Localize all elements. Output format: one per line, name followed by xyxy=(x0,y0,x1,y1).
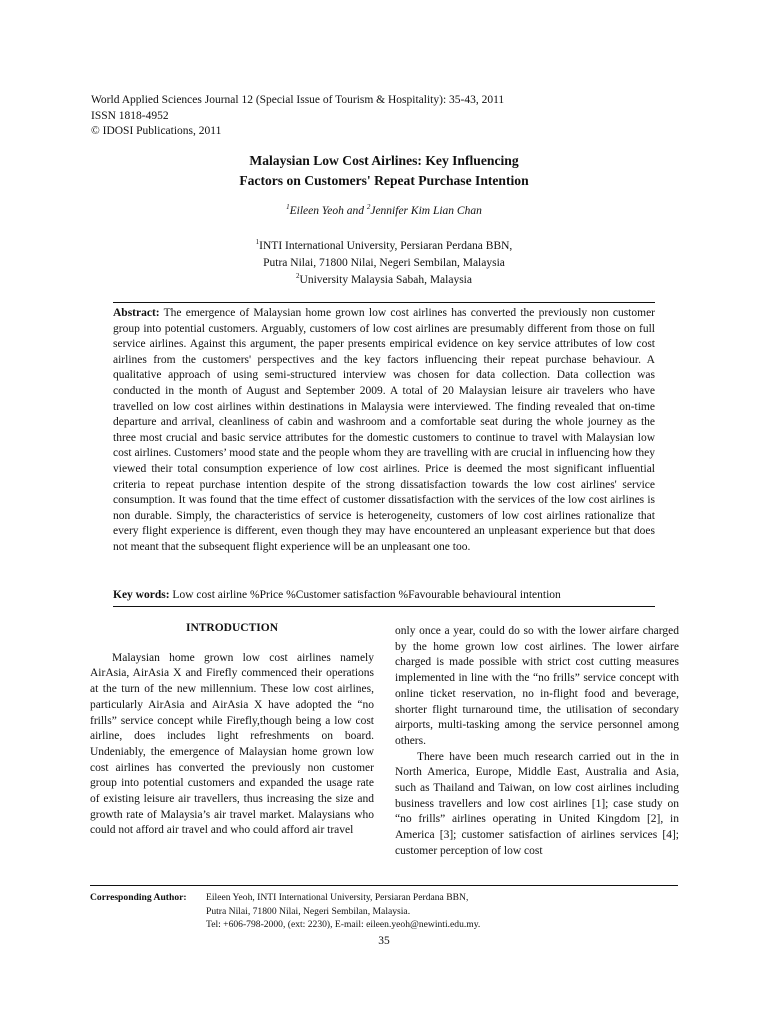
keywords-bottom-rule xyxy=(113,606,655,607)
abstract-text: The emergence of Malaysian home grown low cost airlines has converted the previously non customer group into potential customers. Arguably, customers of low cost airlines are presumably different from those on full service airlines. Against this argument, the paper presents empirical evidence on key service attributes of low cost airlines from the customers' perspectives and the key factors influencing their repeat purchase behaviour. A qualitative approach of using semi-structured interview was chosen for data collection. Data collection was conducted in the month of August and September 2009. A total of 20 Malaysian leisure air travelers who have travelled on low cost airlines within destinations in Malaysia were interviewed. The finding revealed that on-time departure and arrival, cleanliness of cabin and washroom and a comfortable seat during the whole journey as the three most crucial and basic service attributes for the domestic customers to continue to travel with Malaysian low cost airlines. Customers’ mood state and the people whom they are travelling with are crucial in influencing how they viewed their total consumption experience of low cost airlines. Price is deemed the most significant influential criteria to repeat purchase intention despite of the strong dissatisfaction towards the low cost airlines' service consumption. It was found that the time effect of customer dissatisfaction with the services of the low cost airlines is non durable. Simply, the characteristics of service is heterogeneity, customers of low cost airlines rationalize that every flight experience is different, even though they may have encountered an unpleasant experience but that does not meant that the subsequent flight experience will be an unpleasant one too. xyxy=(113,307,655,553)
footnote-line-3: Tel: +606-798-2000, (ext: 2230), E-mail: eileen.yeoh@newinti.edu.my. xyxy=(206,919,481,930)
affiliation-1-line-1: $^1$INTI International University, Persiaran Perdana BBN, xyxy=(255,238,513,252)
affiliation-2: $^2$University Malaysia Sabah, Malaysia xyxy=(296,272,472,286)
author-2: Jennifer Kim Lian Chan xyxy=(370,205,482,217)
issn: ISSN 1818-4952 xyxy=(91,109,169,122)
author-sup-2: 2 xyxy=(366,203,371,212)
copyright: © IDOSI Publications, 2011 xyxy=(91,125,222,137)
right-column xyxy=(395,624,679,860)
keywords xyxy=(113,589,655,601)
journal-header xyxy=(91,93,504,140)
affiliation-1-line-2: Putra Nilai, 71800 Nilai, Negeri Sembilan, Malaysia xyxy=(263,257,505,269)
author-sup-1: 1 xyxy=(286,203,290,212)
intro-paragraph-1: Malaysian home grown low cost airlines namely AirAsia, AirAsia X and Firefly commenced their operations at the turn of the new millennium. These low cost airlines, particularly AirAsia and AirAsia X have adopted the “no frills” service concept while Firefly,though being a low cost airline, does includes light refreshments on board. Undeniably, the emergence of Malaysian home grown low cost airlines has converted the previously non customer group into potential customers and expanded the usage rate of existing leisure air travellers, thus increasing the size and growth rate of Malaysia’s air travel market. Malaysians who could not afford air travel and who could afford air travel xyxy=(90,651,374,837)
abstract-label: Abstract: xyxy=(113,307,160,319)
footnote-line-1: Eileen Yeoh, INTI International University, Persiaran Perdana BBN, xyxy=(206,892,469,903)
affil-sup-2: 2 xyxy=(296,272,300,281)
footnote-rule xyxy=(90,885,678,886)
page-number: 35 xyxy=(378,935,390,947)
intro-paragraph-1-continued: only once a year, could do so with the lower airfare charged by the home grown low cost airlines. The lower airfare charged is made possible with strict cost cutting measures implemented in line with the “no frills” service concept with online ticket reservation, no in-flight food and beverage, shorter flight turnaround time, the utilisation of secondary airports, multi-tasking among the service personnel among others. xyxy=(395,625,679,747)
affiliations xyxy=(91,238,677,289)
corresponding-author-footnote xyxy=(90,891,690,932)
author-1: Eileen Yeoh and xyxy=(289,205,367,217)
footnote-line-2: Putra Nilai, 71800 Nilai, Negeri Sembilan, Malaysia. xyxy=(206,905,411,917)
left-column xyxy=(90,621,374,839)
affil-sup-1: 1 xyxy=(255,238,260,247)
footnote-label: Corresponding Author: xyxy=(90,892,187,903)
section-heading: INTRODUCTION xyxy=(185,622,278,634)
abstract-top-rule xyxy=(113,302,655,303)
author-list xyxy=(91,205,677,217)
intro-paragraph-2: There have been much research carried out in the in North America, Europe, Middle East, Australia and Asia, such as Thailand and Taiwan, on low cost airlines including business travellers and low cost airlines [1]; case study on “no frills” airlines operating in United Kingdom [2], in America [3]; customer satisfaction of airlines services [4]; customer perception of low cost xyxy=(395,750,679,857)
keywords-label: Key words: xyxy=(113,589,170,601)
paper-title xyxy=(91,151,677,191)
title-line-1: Malaysian Low Cost Airlines: Key Influencing xyxy=(249,153,519,168)
journal-citation: World Applied Sciences Journal 12 (Special Issue of Tourism & Hospitality): 35-43, 2011 xyxy=(91,94,505,106)
keywords-text: Low cost airline %Price %Customer satisfaction %Favourable behavioural intention xyxy=(169,589,561,601)
abstract xyxy=(113,306,655,556)
title-line-2: Factors on Customers' Repeat Purchase Intention xyxy=(239,173,529,188)
